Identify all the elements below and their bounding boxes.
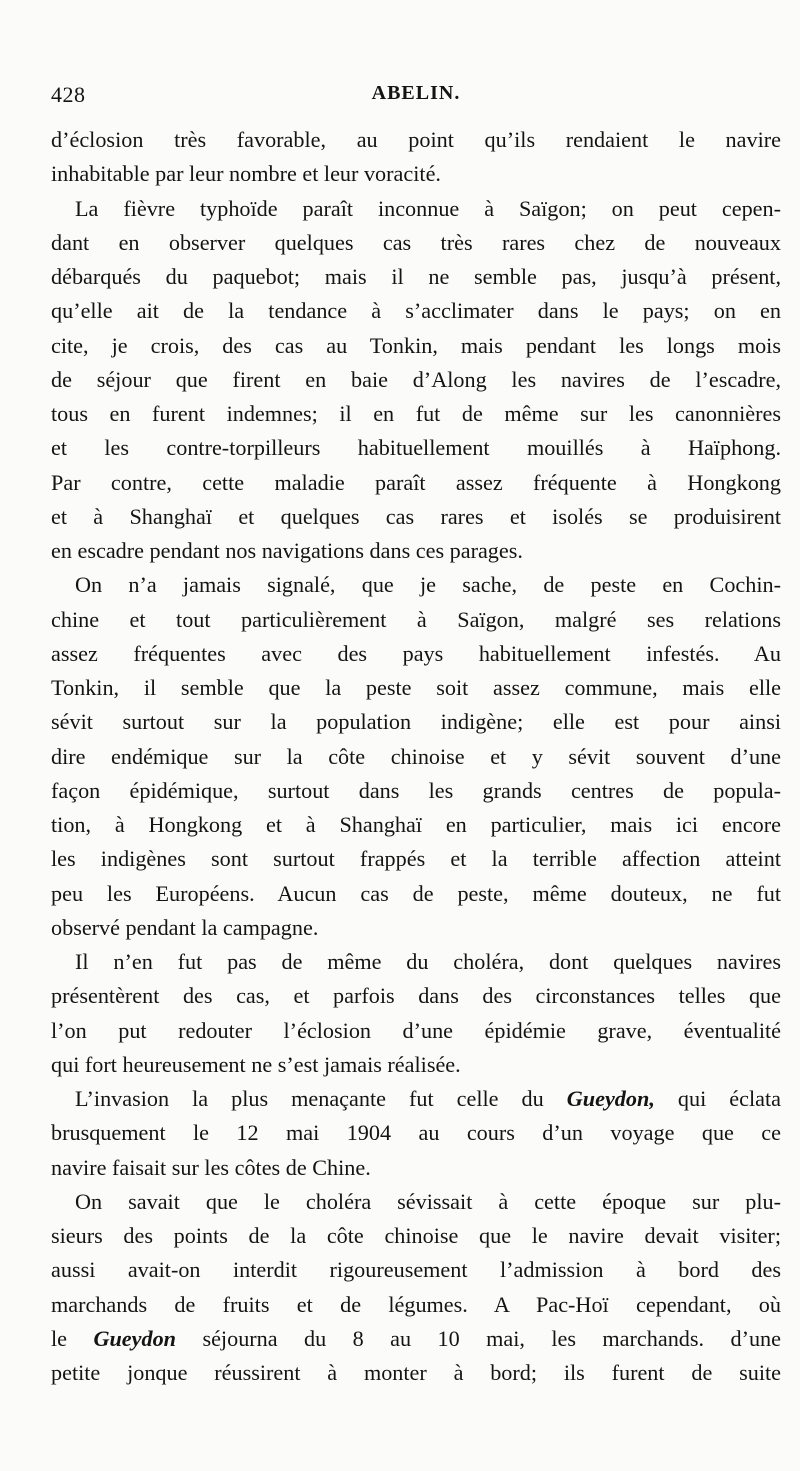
line-text: brusquement le 12 mai 1904 au cours d’un voyage que ce — [51, 1120, 781, 1146]
line-text: peu les Européens. Aucun cas de peste, même douteux, ne fut — [51, 880, 781, 906]
line-text: de séjour que firent en baie d’Along les navires de l’escadre, — [51, 366, 781, 392]
text-line — [51, 1014, 781, 1048]
text-line — [51, 1082, 781, 1116]
line-text: chine et tout particulièrement à Saïgon, malgré ses relations — [51, 606, 781, 632]
text-line — [51, 911, 781, 945]
text-line — [51, 192, 781, 226]
line-text: qui fort heureusement ne s’est jamais réalisée. — [51, 1051, 461, 1077]
text-line — [51, 260, 781, 294]
page-header — [51, 74, 781, 110]
text-line — [51, 500, 781, 534]
text-line — [51, 979, 781, 1013]
text-line — [51, 1253, 781, 1287]
text-line — [51, 329, 781, 363]
text-line — [51, 945, 781, 979]
text-line — [51, 157, 781, 191]
text-line — [51, 842, 781, 876]
text-line — [51, 1048, 781, 1082]
page-number: 428 — [51, 82, 86, 107]
line-text: le — [51, 1325, 94, 1351]
line-text: dire endémique sur la côte chinoise et y sévit souvent d’une — [51, 743, 781, 769]
line-text: sévit surtout sur la population indigène; elle est pour ainsi — [51, 709, 781, 735]
line-text-after: qui éclata — [654, 1086, 781, 1111]
text-line — [51, 363, 781, 397]
line-text: cite, je crois, des cas au Tonkin, mais pendant les longs mois — [51, 332, 781, 358]
line-text: observé pendant la campagne. — [51, 914, 319, 940]
text-line — [51, 637, 781, 671]
line-text: et à Shanghaï et quelques cas rares et isolés se produisirent — [51, 503, 781, 529]
text-line — [51, 603, 781, 637]
text-line — [51, 1322, 781, 1356]
line-text: Tonkin, il semble que la peste soit assez commune, mais elle — [51, 675, 781, 700]
line-text: l’on put redouter l’éclosion d’une épidémie grave, éventualité — [51, 1017, 781, 1043]
line-text: petite jonque réussirent à monter à bord; ils furent de suite — [51, 1360, 781, 1385]
line-text: Par contre, cette maladie paraît assez fréquente à Hongkong — [51, 469, 781, 495]
text-line — [51, 534, 781, 568]
text-line — [51, 123, 781, 157]
text-line — [51, 431, 781, 465]
text-line — [51, 1151, 781, 1185]
line-text: en escadre pendant nos navigations dans ces parages. — [51, 538, 523, 563]
running-head: ABELIN. — [371, 82, 461, 104]
text-line — [51, 877, 781, 911]
text-line — [51, 808, 781, 842]
line-text: façon épidémique, surtout dans les grands centres de popula- — [51, 777, 781, 803]
text-line — [51, 568, 781, 602]
text-line — [51, 1356, 781, 1390]
line-text: assez fréquentes avec des pays habituellement infestés. Au — [51, 640, 781, 666]
line-text: On n’a jamais signalé, que je sache, de peste en Cochin- — [75, 572, 781, 598]
text-line — [51, 705, 781, 739]
line-text: sieurs des points de la côte chinoise que le navire devait visiter; — [51, 1223, 781, 1248]
line-text: aussi avait-on interdit rigoureusement l’admission à bord des — [51, 1257, 781, 1283]
line-text: dant en observer quelques cas très rares chez de nouveaux — [51, 229, 781, 255]
text-line — [51, 397, 781, 431]
line-text: présentèrent des cas, et parfois dans des circonstances telles que — [51, 983, 781, 1009]
line-text: qu’elle ait de la tendance à s’acclimater dans le pays; on en — [51, 298, 781, 324]
line-text-after: séjourna du 8 au 10 mai, les marchands. d’une — [176, 1325, 781, 1351]
line-text: débarqués du paquebot; mais il ne semble pas, jusqu’à présent, — [51, 264, 781, 289]
line-text: Il n’en fut pas de même du choléra, dont quelques navires — [75, 949, 781, 974]
line-text: L’invasion la plus menaçante fut celle du — [75, 1086, 567, 1111]
line-text: les indigènes sont surtout frappés et la terrible affection atteint — [51, 846, 781, 872]
line-text: marchands de fruits et de légumes. A Pac-Hoï cependant, où — [51, 1291, 781, 1317]
line-text: inhabitable par leur nombre et leur voracité. — [51, 161, 441, 187]
text-line — [51, 1219, 781, 1253]
text-line — [51, 294, 781, 328]
text-line — [51, 466, 781, 500]
line-text: navire faisait sur les côtes de Chine. — [51, 1154, 371, 1180]
text-line — [51, 740, 781, 774]
line-text: tion, à Hongkong et à Shanghaï en particulier, mais ici encore — [51, 812, 781, 837]
text-line — [51, 1185, 781, 1219]
text-line — [51, 226, 781, 260]
text-line — [51, 1288, 781, 1322]
line-text: La fièvre typhoïde paraît inconnue à Saïgon; on peut cepen- — [75, 195, 781, 221]
text-line — [51, 671, 781, 705]
text-line — [51, 1116, 781, 1150]
body-text — [51, 123, 781, 1390]
line-text: d’éclosion très favorable, au point qu’ils rendaient le navire — [51, 127, 781, 152]
ship-name: Gueydon — [93, 1325, 177, 1351]
ship-name: Gueydon, — [566, 1086, 655, 1111]
line-text: tous en furent indemnes; il en fut de même sur les canonnières — [51, 401, 781, 426]
line-text: On savait que le choléra sévissait à cette époque sur plu- — [75, 1188, 781, 1214]
text-line — [51, 774, 781, 808]
line-text: et les contre-torpilleurs habituellement mouillés à Haïphong. — [51, 435, 781, 461]
